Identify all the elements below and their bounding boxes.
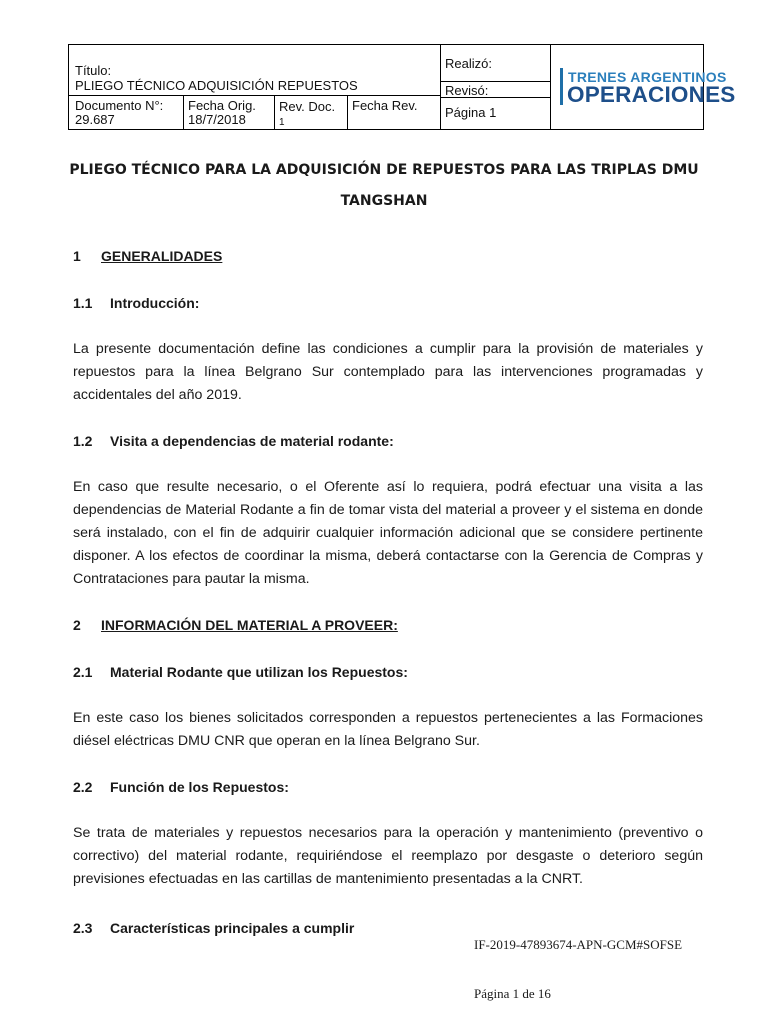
divider xyxy=(183,95,184,129)
divider xyxy=(440,45,441,129)
subsection-number: 2.3 xyxy=(73,920,93,936)
divider xyxy=(550,45,551,129)
subsection-title: Material Rodante que utilizan los Repuestos: xyxy=(110,664,408,680)
documento-value: 29.687 xyxy=(75,112,115,127)
subsection-title: Características principales a cumplir xyxy=(110,920,355,936)
rev-doc-value: 1 xyxy=(279,117,285,128)
logo-bar-icon xyxy=(560,68,563,105)
paragraph: La presente documentación define las condiciones a cumplir para la provisión de materiales y repuestos para la línea Belgrano Sur contemplado para las intervenciones programadas y accidentales del año 2019. xyxy=(73,341,703,403)
subsection-number: 2.1 xyxy=(73,664,93,680)
fecha-orig-value: 18/7/2018 xyxy=(188,112,246,127)
subsection-number: 2.2 xyxy=(73,779,93,795)
subsection-title: Introducción: xyxy=(110,295,200,311)
logo-top-text: TRENES ARGENTINOS xyxy=(568,69,727,85)
divider xyxy=(440,81,550,82)
document-title-line2: TANGSHAN xyxy=(340,193,428,209)
divider xyxy=(69,95,440,96)
paragraph: Se trata de materiales y repuestos necesarios para la operación y mantenimiento (preventivo o correctivo) del material rodante, requiriéndose el reemplazo por desgaste o deterioro según previsiones efectuadas en las cartillas de mantenimiento presentadas a la CNRT. xyxy=(73,825,703,887)
fecha-rev-label: Fecha Rev. xyxy=(352,98,418,113)
rev-doc-label: Rev. Doc. xyxy=(279,99,336,114)
pagina-label: Página 1 xyxy=(445,105,497,120)
reviso-label: Revisó: xyxy=(445,83,489,98)
subsection-number: 1.1 xyxy=(73,295,93,311)
page-number: Página 1 de 16 xyxy=(474,986,551,1001)
paragraph: En caso que resulte necesario, o el Oferente así lo requiera, podrá efectuar una visita a las dependencias de Material Rodante a fin de tomar vista del material a proveer y el sistema en donde será instalado, con el fin de adquirir cualquier información adicional que se considere pertinente disponer. A los efectos de coordinar la misma, deberá contactarse con la Gerencia de Compras y Contrataciones para pautar la misma. xyxy=(73,479,703,587)
realizo-label: Realizó: xyxy=(445,56,492,71)
document-title-line1: PLIEGO TÉCNICO PARA LA ADQUISICIÓN DE REPUESTOS PARA LAS TRIPLAS DMU xyxy=(69,162,699,178)
document-id-stamp: IF-2019-47893674-APN-GCM#SOFSE xyxy=(474,937,683,952)
titulo-value: PLIEGO TÉCNICO ADQUISICIÓN REPUESTOS xyxy=(75,78,358,93)
fecha-orig-label: Fecha Orig. xyxy=(188,98,256,113)
logo-main-text: OPERACIONES xyxy=(567,82,736,107)
paragraph: En este caso los bienes solicitados corresponden a repuestos pertenecientes a las Formaciones diésel eléctricas DMU CNR que operan en la línea Belgrano Sur. xyxy=(73,710,703,749)
subsection-number: 1.2 xyxy=(73,433,93,449)
subsection-title: Función de los Repuestos: xyxy=(110,779,289,795)
section-number: 1 xyxy=(73,248,81,264)
subsection-title: Visita a dependencias de material rodante: xyxy=(110,433,394,449)
section-number: 2 xyxy=(73,617,81,633)
section-title: GENERALIDADES xyxy=(101,248,223,264)
section-title: INFORMACIÓN DEL MATERIAL A PROVEER: xyxy=(101,617,398,633)
divider xyxy=(347,95,348,129)
documento-label: Documento N°: xyxy=(75,98,164,113)
titulo-label: Título: xyxy=(75,63,112,78)
divider xyxy=(274,95,275,129)
